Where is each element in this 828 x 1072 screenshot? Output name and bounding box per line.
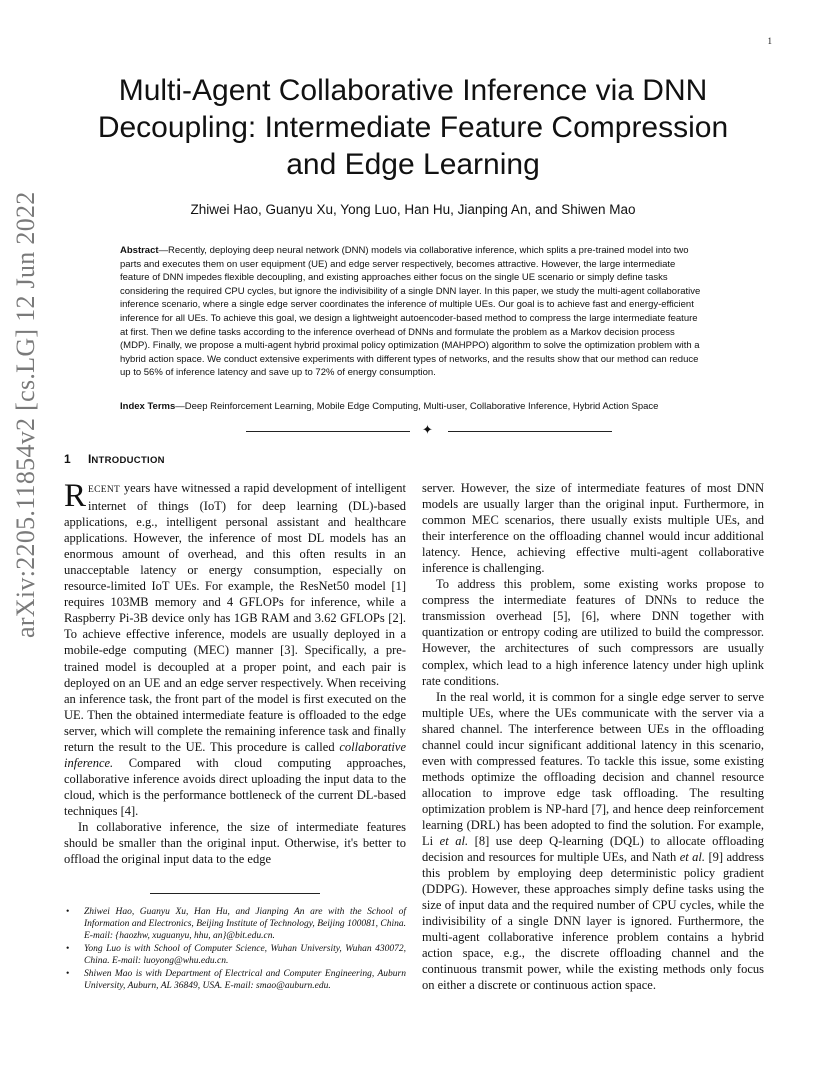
footnote: • Shiwen Mao is with Department of Electrical and Computer Engineering, Auburn University, Auburn, AL 36849, USA. E-mail: smao@auburn.edu.: [84, 968, 406, 992]
section-title-rest: NTRODUCTION: [91, 455, 165, 466]
paragraph-text: [8] use deep Q-learning (DQL) to allocate offloading decision and resources for multiple UEs, and Nath: [422, 834, 765, 865]
paper-title: [60, 72, 766, 183]
paragraph-text: years have witnessed a rapid development of intelligent internet of things (IoT) for deep learning (DL)-based applications, e.g., intelligent personal assistant and healthcare applications. However, the inference of most DL models has an enormous amount of overhead, and this often results in an unacceptable latency or energy consumption, especially on resource-limited IoT UEs. For example, the ResNet50 model [1] requires 103MB memory and 4 GFLOPs for inference, while a Raspberry Pi-3B device only has 1GB RAM and 3.62 GFLOPs [2]. To achieve effective inference, models are usually deployed in a mobile-edge computing (MEC) manner [3]. Specifically, a pre-trained model is decoupled at a proper point, and each pair is deployed on an UE and an edge server respectively. When receiving an inference task, the front part of the model is first executed on the UE. Then the obtained intermediate feature is offloaded to the edge server, which will complete the remaining inference task and finally return the result to the UE. This procedure is called: [64, 481, 406, 754]
index-terms-text: —Deep Reinforcement Learning, Mobile Edge Computing, Multi-user, Collaborative Inference, Hybrid Action Space: [175, 401, 659, 412]
paragraph-text: [9] address this problem by employing deep deterministic policy gradient (DDPG). However, these approaches simply define tasks using the size of input data and the required number of CPU cycles, while the indivisibility of a single DNN layer is ignored. Furthermore, the multi-agent collaborative inference problem contains a hybrid action space, e.g., the discrete offloading channel and the continuous transmit power, while the existing methods only focus on either a discrete or continuous action space.: [422, 850, 765, 993]
abstract-label: Abstract: [120, 245, 159, 256]
left-column: [64, 480, 406, 867]
title-line: and Edge Learning: [286, 148, 540, 181]
lead-smallcaps: ECENT: [88, 485, 121, 495]
footnotes: [64, 906, 406, 993]
index-terms-label: Index Terms: [120, 401, 176, 412]
divider-line: [246, 431, 410, 432]
divider-line: [448, 431, 612, 432]
page-number: 1: [767, 36, 772, 46]
footnote: • Zhiwei Hao, Guanyu Xu, Han Hu, and Jianping An are with the School of Information and Electronics, Beijing Institute of Technology, Beijing 100081, China. E-mail: {haozhw, xuguanyu, hhu, an}@bit.edu.cn.: [84, 906, 406, 942]
paragraph: [64, 480, 406, 819]
section-title-initial: I: [88, 452, 92, 466]
paragraph: In collaborative inference, the size of intermediate features should be smaller than the original input. Otherwise, it's better to offload the original input data to the edge: [64, 819, 406, 867]
author-list: Zhiwei Hao, Guanyu Xu, Yong Luo, Han Hu, Jianping An, and Shiwen Mao: [190, 202, 636, 217]
footnote: • Yong Luo is with School of Computer Science, Wuhan University, Wuhan 430072, China. E-mail: luoyong@whu.edu.cn.: [84, 943, 406, 967]
section-divider: [246, 423, 612, 438]
paragraph-text: In the real world, it is common for a single edge server to serve multiple UEs, where the UEs communicate with the server via a shared channel. The interference between UEs in the offloading channel could incur significant additional latency in this scenario, even with compressed features. To tackle this issue, some existing methods optimize the offloading decision and channel resource allocation to improve edge task offloading. The resulting optimization problem is NP-hard [7], and hence deep reinforcement learning (DRL) has been adopted to find the solution. For example, Li: [422, 689, 764, 849]
divider-star-icon: ✦: [422, 423, 433, 438]
emphasis: et al.: [679, 850, 706, 865]
section-number: 1: [64, 452, 71, 466]
emphasis: et al.: [439, 834, 469, 849]
paragraph: [422, 689, 764, 994]
section-heading: [64, 452, 165, 466]
index-terms: [120, 400, 740, 413]
abstract-text: —Recently, deploying deep neural network (DNN) models via collaborative inference, which splits a pre-trained model into two parts and executes them on user equipment (UE) and edge server respectively, becomes attractive. However, the large intermediate feature of DNN impedes flexible decoupling, and existing approaches either focus on the single UE scenario or simply define tasks considering the required CPU cycles, but ignore the indivisibility of a single DNN layer. In this paper, we study the multi-agent collaborative inference scenario, where a single edge server coordinates the inference of multiple UEs. Our goal is to achieve fast and energy-efficient inference for all UEs. To achieve this goal, we design a lightweight autoencoder-based method to compress the large intermediate feature at first. Then we define tasks according to the inference overhead of DNNs and formulate the problem as a Markov decision process (MDP). Finally, we propose a multi-agent hybrid proximal policy optimization (MAHPPO) algorithm to solve the optimization problem with a hybrid action space. We conduct extensive experiments with different types of networks, and the results show that our method can reduce up to 56% of inference latency and save up to 72% of energy consumption.: [120, 245, 701, 379]
drop-cap: R: [64, 478, 87, 514]
footnote-rule: [150, 893, 320, 894]
paragraph: To address this problem, some existing works propose to compress the intermediate features of DNNs to reduce the transmission overhead [5], [6], where DNN together with quantization or entropy coding are utilized to build the compressor. However, the architectures of such compressors are usually complex, which lead to a high inference latency under high uplink rate conditions.: [422, 577, 764, 688]
abstract: [120, 244, 705, 380]
title-line: Multi-Agent Collaborative Inference via DNN: [118, 74, 708, 107]
paragraph: server. However, the size of intermediate features of most DNN models are usually larger than the original input. Furthermore, in common MEC scenarios, there usually exists multiple UEs, and their interference on the offloading channel would incur additional latency. Hence, achieving effective multi-agent collaborative inference is challenging.: [422, 481, 764, 576]
emphasis: collaborative inference.: [64, 739, 406, 770]
right-column: [422, 480, 764, 994]
paragraph-text: Compared with cloud computing approaches, collaborative inference avoids direct uploading the input data to the cloud, which is the performance bottleneck of the current DL-based techniques [4].: [64, 755, 406, 818]
title-line: Decoupling: Intermediate Feature Compression: [97, 111, 729, 144]
arxiv-stamp: arXiv:2205.11854v2 [cs.LG] 12 Jun 2022: [11, 191, 40, 638]
